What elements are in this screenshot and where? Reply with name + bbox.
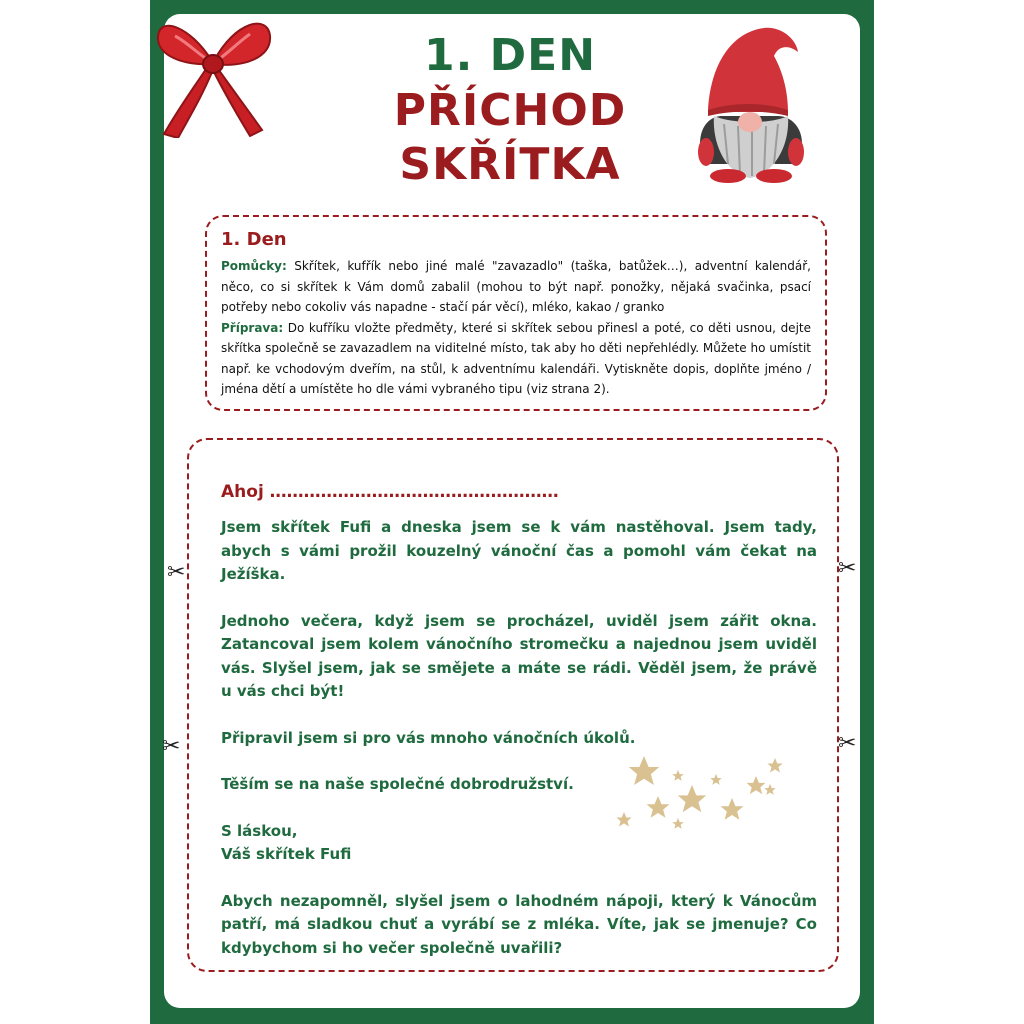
title-line-2: SKŘÍTKA (399, 139, 621, 190)
ribbon-bow-icon (150, 6, 275, 138)
scissors-icon: ✂ (838, 731, 857, 756)
letter-paragraph-5: Abych nezapomněl, slyšel jsem o lahodném nápoji, který k Vánocům patří, má sladkou chuť a vyrábí se z mléka. Víte, jak se jmenuje? Co kdybychom si ho večer společně uvařili? (221, 891, 817, 957)
letter-sign-2: Váš skřítek Fufi (221, 845, 352, 863)
scissors-icon: ✂ (162, 734, 181, 759)
day-title: 1. DEN (423, 30, 597, 81)
letter-paragraph-3: Připravil jsem si pro vás mnoho vánočních úkolů. (221, 728, 636, 747)
scissors-icon: ✂ (838, 556, 857, 581)
letter-greeting: Ahoj …………………………………………… (221, 482, 559, 502)
letter-paragraph-1: Jsem skřítek Fufi a dneska jsem se k vám nastěhoval. Jsem tady, abych s vámi prožil kouzelný vánoční čas a pomohl vám čekat na Ježíška. (221, 518, 817, 583)
letter-paragraph-4: Těším se na naše společné dobrodružství. (221, 775, 574, 793)
letter-box (187, 438, 839, 972)
gnome-icon (692, 24, 810, 184)
scissors-icon: ✂ (167, 560, 186, 585)
tools-text: Skřítek, kufřík nebo jiné malé "zavazadlo" (taška, batůžek…), adventní kalendář, něco, co si skřítek k Vám domů zabalil (mohou to být např. ponožky, nějaká svačinka, psací potřeby nebo cokoliv vás napadne - stačí pár věcí), mléko, kakao / granko (221, 259, 811, 314)
instructions-box (205, 215, 827, 411)
title-line-1: PŘÍCHOD (393, 85, 627, 136)
letter-paragraph-2: Jednoho večera, když jsem se procházel, uviděl jsem zářit okna. Zatancoval jsem kolem vánočního stromečku a najednou jsem uviděl vás. Slyšel jsem, jak se smějete a máte se rádi. Věděl jsem, že právě u vás chci být! (221, 611, 817, 700)
prep-text: Do kufříku vložte předměty, které si skřítek sebou přinesl a poté, co děti usnou, dejte skřítka společně se zavazadlem na viditelné místo, tak aby ho děti nepřehlédly. Můžete ho umístit např. ke vchodovým dveřím, na stůl, k adventnímu kalendáři. Vytiskněte dopis, doplňte jméno / jména dětí a umístěte ho dle vámi vybraného tipu (viz strana 2). (221, 320, 811, 396)
page-title (330, 84, 690, 192)
letter-sign-1: S láskou, (221, 821, 298, 840)
tools-paragraph (221, 256, 811, 318)
tools-label: Pomůcky: (221, 259, 287, 273)
instructions-heading: 1. Den (221, 229, 287, 250)
stars-icon (612, 752, 792, 837)
prep-paragraph (221, 318, 811, 400)
letter-body (221, 516, 817, 960)
prep-label: Příprava: (221, 320, 284, 335)
